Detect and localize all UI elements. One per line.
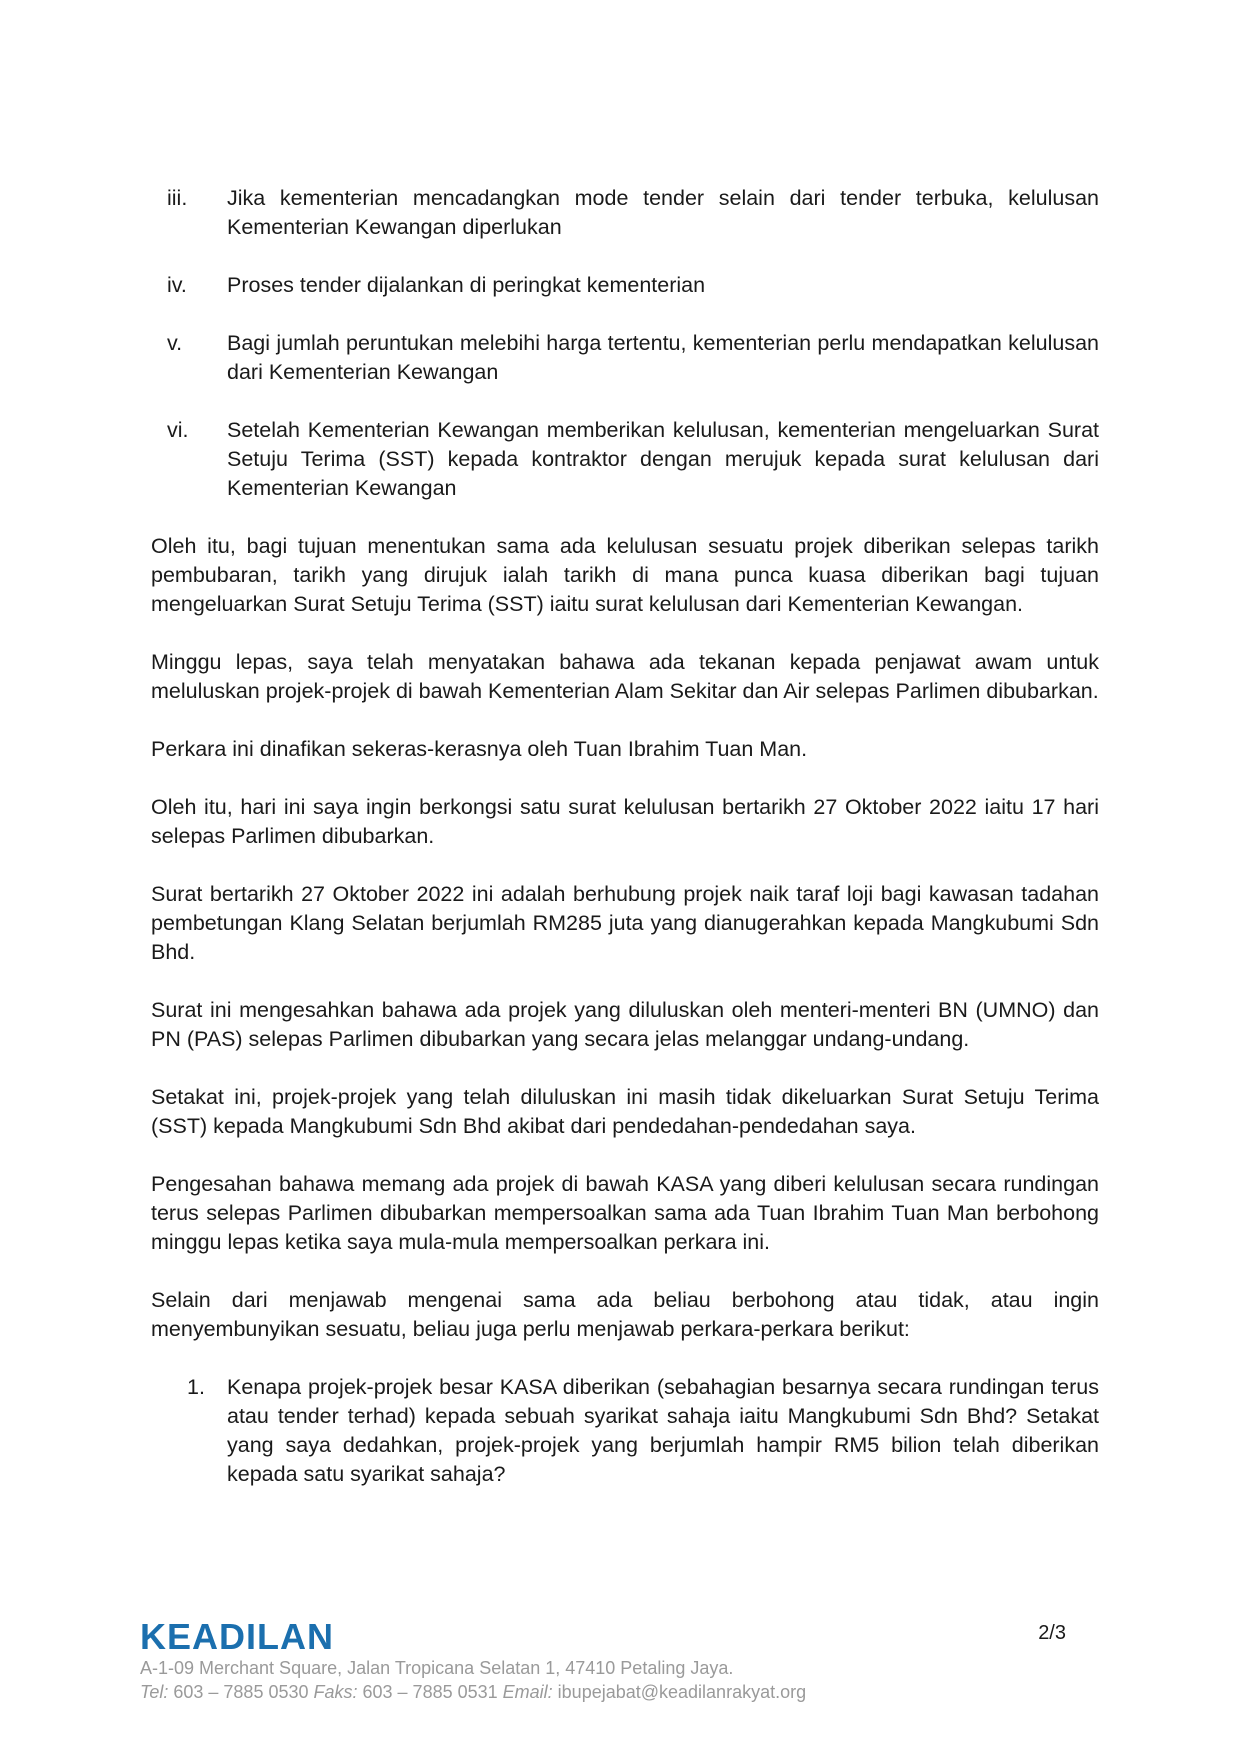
list-item (151, 329, 1099, 387)
footer-contact (140, 1680, 1100, 1704)
paragraph: Oleh itu, hari ini saya ingin berkongsi satu surat kelulusan bertarikh 27 Oktober 2022 iaitu 17 hari selepas Parlimen dibubarkan. (151, 795, 1099, 848)
paragraph: Surat bertarikh 27 Oktober 2022 ini adalah berhubung projek naik taraf loji bagi kawasan tadahan pembetungan Klang Selatan berjumlah RM285 juta yang dianugerahkan kepada Mangkubumi Sdn Bhd. (151, 882, 1099, 964)
list-item (151, 271, 1099, 300)
page-footer (140, 1618, 1100, 1704)
tel-number: 603 – 7885 0530 (168, 1682, 314, 1702)
list-item-number: iii. (167, 186, 188, 210)
list-item-number: v. (167, 331, 183, 355)
list-item-text: Setelah Kementerian Kewangan memberikan kelulusan, kementerian mengeluarkan Surat Setuju Terima (SST) kepada kontraktor dengan merujuk kepada surat kelulusan dari Kementerian Kewangan (227, 418, 1099, 500)
list-item (151, 416, 1099, 503)
tel-label: Tel: (140, 1682, 169, 1702)
footer-address: A-1-09 Merchant Square, Jalan Tropicana Selatan 1, 47410 Petaling Jaya. (140, 1658, 734, 1678)
fax-number: 603 – 7885 0531 (357, 1682, 503, 1702)
document-body (151, 184, 1099, 1489)
paragraph: Surat ini mengesahkan bahawa ada projek yang diluluskan oleh menteri-menteri BN (UMNO) dan PN (PAS) selepas Parlimen dibubarkan yang secara jelas melanggar undang-undang. (151, 998, 1099, 1051)
paragraph: Setakat ini, projek-projek yang telah diluluskan ini masih tidak dikeluarkan Surat Setuju Terima (SST) kepada Mangkubumi Sdn Bhd akibat dari pendedahan-pendedahan saya. (151, 1085, 1099, 1138)
list-item (151, 184, 1099, 242)
email-label: Email: (502, 1682, 553, 1702)
page-number: 2/3 (1038, 1622, 1066, 1644)
paragraph: Selain dari menjawab mengenai sama ada beliau berbohong atau tidak, atau ingin menyembunyikan sesuatu, beliau juga perlu menjawab perkara-perkara berikut: (151, 1288, 1099, 1341)
list-item-text: Kenapa projek-projek besar KASA diberikan (sebahagian besarnya secara rundingan terus atau tender terhad) kepada sebuah syarikat sahaja iaitu Mangkubumi Sdn Bhd? Setakat yang saya dedahkan, projek-projek yang berjumlah hampir RM5 bilion telah diberikan kepada satu syarikat sahaja? (227, 1375, 1099, 1486)
list-item-number: vi. (167, 418, 189, 442)
email-address: ibupejabat@keadilanrakyat.org (552, 1682, 807, 1702)
numbered-list-item (151, 1373, 1099, 1489)
list-item-number: iv. (167, 273, 187, 297)
paragraph: Perkara ini dinafikan sekeras-kerasnya oleh Tuan Ibrahim Tuan Man. (151, 737, 808, 761)
paragraph: Oleh itu, bagi tujuan menentukan sama ada kelulusan sesuatu projek diberikan selepas tarikh pembubaran, tarikh yang dirujuk ialah tarikh di mana punca kuasa diberikan bagi tujuan mengeluarkan Surat Setuju Terima (SST) iaitu surat kelulusan dari Kementerian Kewangan. (151, 534, 1099, 616)
list-item-text: Jika kementerian mencadangkan mode tender selain dari tender terbuka, kelulusan Kementerian Kewangan diperlukan (227, 186, 1099, 239)
paragraph: Minggu lepas, saya telah menyatakan bahawa ada tekanan kepada penjawat awam untuk meluluskan projek-projek di bawah Kementerian Alam Sekitar dan Air selepas Parlimen dibubarkan. (151, 650, 1099, 703)
fax-label: Faks: (313, 1682, 358, 1702)
paragraph: Pengesahan bahawa memang ada projek di bawah KASA yang diberi kelulusan secara rundingan terus selepas Parlimen dibubarkan mempersoalkan sama ada Tuan Ibrahim Tuan Man berbohong minggu lepas ketika saya mula-mula mempersoalkan perkara ini. (151, 1172, 1099, 1254)
keadilan-logo: KEADILAN (140, 1616, 334, 1657)
list-item-text: Proses tender dijalankan di peringkat kementerian (227, 273, 706, 297)
list-item-text: Bagi jumlah peruntukan melebihi harga tertentu, kementerian perlu mendapatkan kelulusan dari Kementerian Kewangan (227, 331, 1099, 384)
list-item-number: 1. (187, 1375, 205, 1399)
